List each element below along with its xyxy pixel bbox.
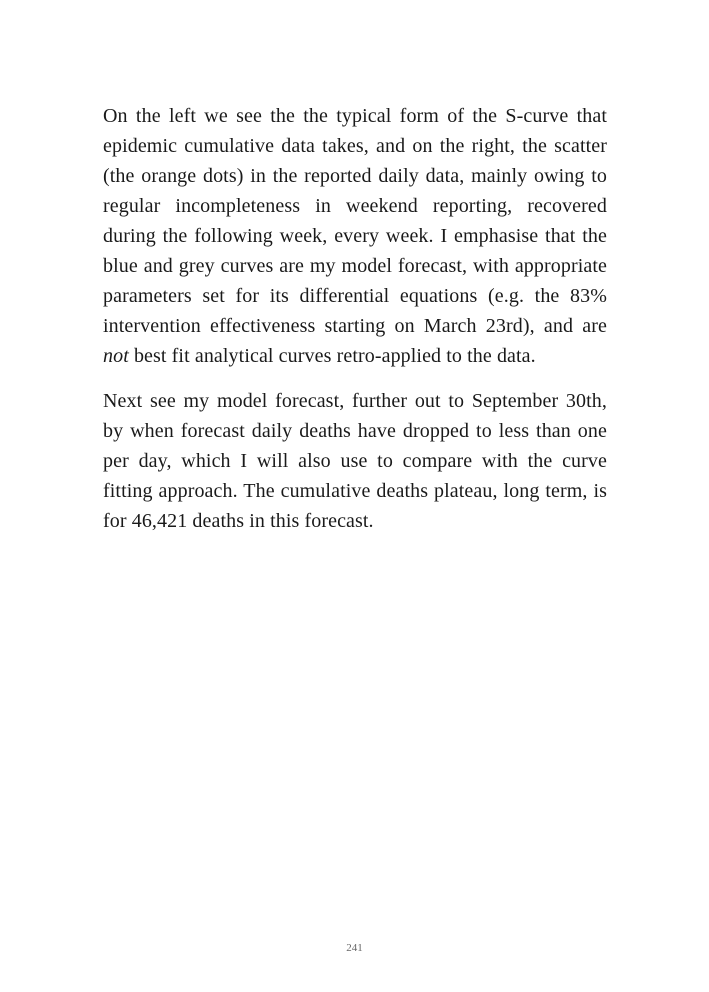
paragraph-2: Next see my model forecast, further out to September 30th, by when forecast daily deaths have dropped to less than one per day, which I will also use to compare with the curve fitting approach. The cumulative deaths plateau, long term, is for 46,421 deaths in this forecast. <box>103 390 607 532</box>
paragraph-1-italic-word: not <box>103 345 129 367</box>
paragraph-1 <box>103 101 607 371</box>
paragraph-1-text-after: best fit analytical curves retro-applied to the data. <box>128 345 536 367</box>
paragraph-1-text-before: On the left we see the the typical form of the S-curve that epidemic cumulative data takes, and on the right, the scatter (the orange dots) in the reported daily data, mainly owing to regular incompleteness in weekend reporting, recovered during the following week, every week. I emphasise that the blue and grey curves are my model forecast, with appropriate parameters set for its differential equations (e.g. the 83% intervention effectiveness starting on March 23rd), and are <box>103 105 607 337</box>
page-number: 241 <box>346 942 363 954</box>
page-body-text <box>103 101 607 536</box>
